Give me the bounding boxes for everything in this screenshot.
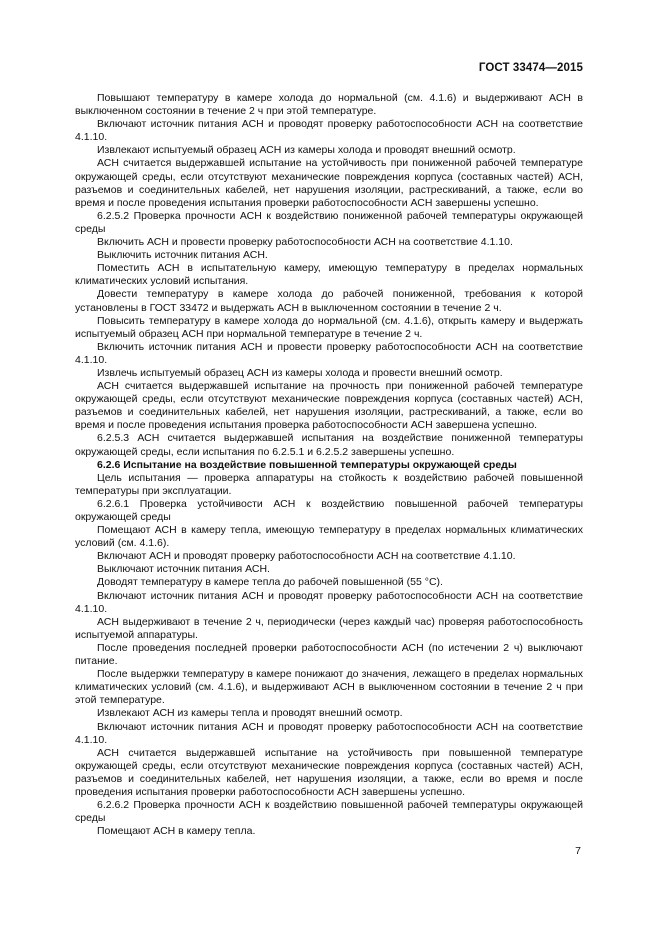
paragraph: АСН считается выдержавшей испытание на прочность при пониженной рабочей температуре окружающей среды, если отсутствуют механические повреждения корпуса (составных частей) АСН, разъемов и соединительных кабелей, нет нарушения изоляции, растрескиваний, а также, если во время и после проведения испытания проверка работоспособности АСН завершена успешно. [75,380,583,432]
standard-designation: ГОСТ 33474—2015 [478,62,583,74]
paragraph: Извлекают АСН из камеры тепла и проводят внешний осмотр. [97,707,403,720]
paragraph-6-2-5-3: 6.2.5.3 АСН считается выдержавшей испытания на воздействие пониженной температуры окружающей среды, если испытания по 6.2.5.1 и 6.2.5.2 завершены успешно. [75,432,583,458]
paragraph: Доводят температуру в камере тепла до рабочей повышенной (55 °С). [97,576,443,589]
document-body [75,92,583,838]
paragraph: Включают источник питания АСН и проводят проверку работоспособности АСН на соответствие 4.1.10. [75,589,583,615]
paragraph: После выдержки температуру в камере понижают до значения, лежащего в пределах нормальных климатических условий (см. 4.1.6), и выдерживают АСН в выключенном состоянии в течение 2 ч при этой температуре. [75,668,583,707]
section-heading-6-2-6-2: 6.2.6.2 Проверка прочности АСН к воздействию повышенной рабочей температуры окружающей среды [75,799,583,825]
page-number: 7 [575,845,581,857]
paragraph: АСН считается выдержавшей испытание на устойчивость при повышенной температуре окружающей среды, если отсутствуют механические повреждения корпуса (составных частей) АСН, разъемов и соединительных кабелей, нет нарушения изоляции, а также, если во время и после проведения испытания проверки работоспособности АСН завершены успешно. [75,746,583,798]
paragraph: Повысить температуру в камере холода до нормальной (см. 4.1.6), открыть камеру и выдержать испытуемый образец АСН при нормальной температуре в течение 2 ч. [75,314,583,340]
paragraph: После проведения последней проверки работоспособности АСН (по истечении 2 ч) выключают питание. [75,641,583,668]
paragraph: Поместить АСН в испытательную камеру, имеющую температуру в пределах нормальных климатических условий испытания. [75,262,583,288]
paragraph: Помещают АСН в камеру тепла. [97,825,256,838]
paragraph: Извлекают испытуемый образец АСН из камеры холода и проводят внешний осмотр. [97,144,516,157]
paragraph: Выключают источник питания АСН. [97,563,270,576]
section-heading-6-2-6: 6.2.6 Испытание на воздействие повышенной температуры окружающей среды [97,458,517,471]
paragraph: Выключить источник питания АСН. [97,249,268,262]
paragraph: Повышают температуру в камере холода до нормальной (см. 4.1.6) и выдерживают АСН в выключенном состоянии в течение 2 ч при этой температуре. [75,92,583,118]
paragraph: Включают источник питания АСН и проводят проверку работоспособности АСН на соответствие 4.1.10. [75,720,583,746]
paragraph: Включить АСН и провести проверку работоспособности АСН на соответствие 4.1.10. [97,236,513,249]
paragraph: Извлечь испытуемый образец АСН из камеры холода и провести внешний осмотр. [97,366,503,379]
paragraph: Цель испытания — проверка аппаратуры на стойкость к воздействию рабочей повышенной температуры при эксплуатации. [75,471,583,497]
paragraph: Включают АСН и проводят проверку работоспособности АСН на соответствие 4.1.10. [97,550,516,563]
paragraph: Довести температуру в камере холода до рабочей пониженной, требования к которой установлены в ГОСТ 33472 и выдержать АСН в выключенном состоянии в течение 2 ч. [75,288,583,314]
paragraph: Помещают АСН в камеру тепла, имеющую температуру в пределах нормальных климатических условий (см. 4.1.6). [75,524,583,550]
paragraph: АСН считается выдержавшей испытание на устойчивость при пониженной рабочей температуре окружающей среды, если отсутствуют механические повреждения корпуса (составных частей) АСН, разъемов и соединительных кабелей, нет нарушения изоляции, растрескиваний, а также, если во время и после проведения испытания проверки работоспособности АСН завершены успешно. [75,157,583,209]
section-heading-6-2-5-2: 6.2.5.2 Проверка прочности АСН к воздействию пониженной рабочей температуры окружающей среды [75,209,583,235]
paragraph: АСН выдерживают в течение 2 ч, периодически (через каждый час) проверяя работоспособность испытуемой аппаратуры. [75,615,583,641]
section-heading-6-2-6-1: 6.2.6.1 Проверка устойчивости АСН к воздействию повышенной рабочей температуры окружающей среды [75,497,583,523]
paragraph: Включают источник питания АСН и проводят проверку работоспособности АСН на соответствие 4.1.10. [75,118,583,144]
paragraph: Включить источник питания АСН и провести проверку работоспособности АСН на соответствие 4.1.10. [75,340,583,366]
